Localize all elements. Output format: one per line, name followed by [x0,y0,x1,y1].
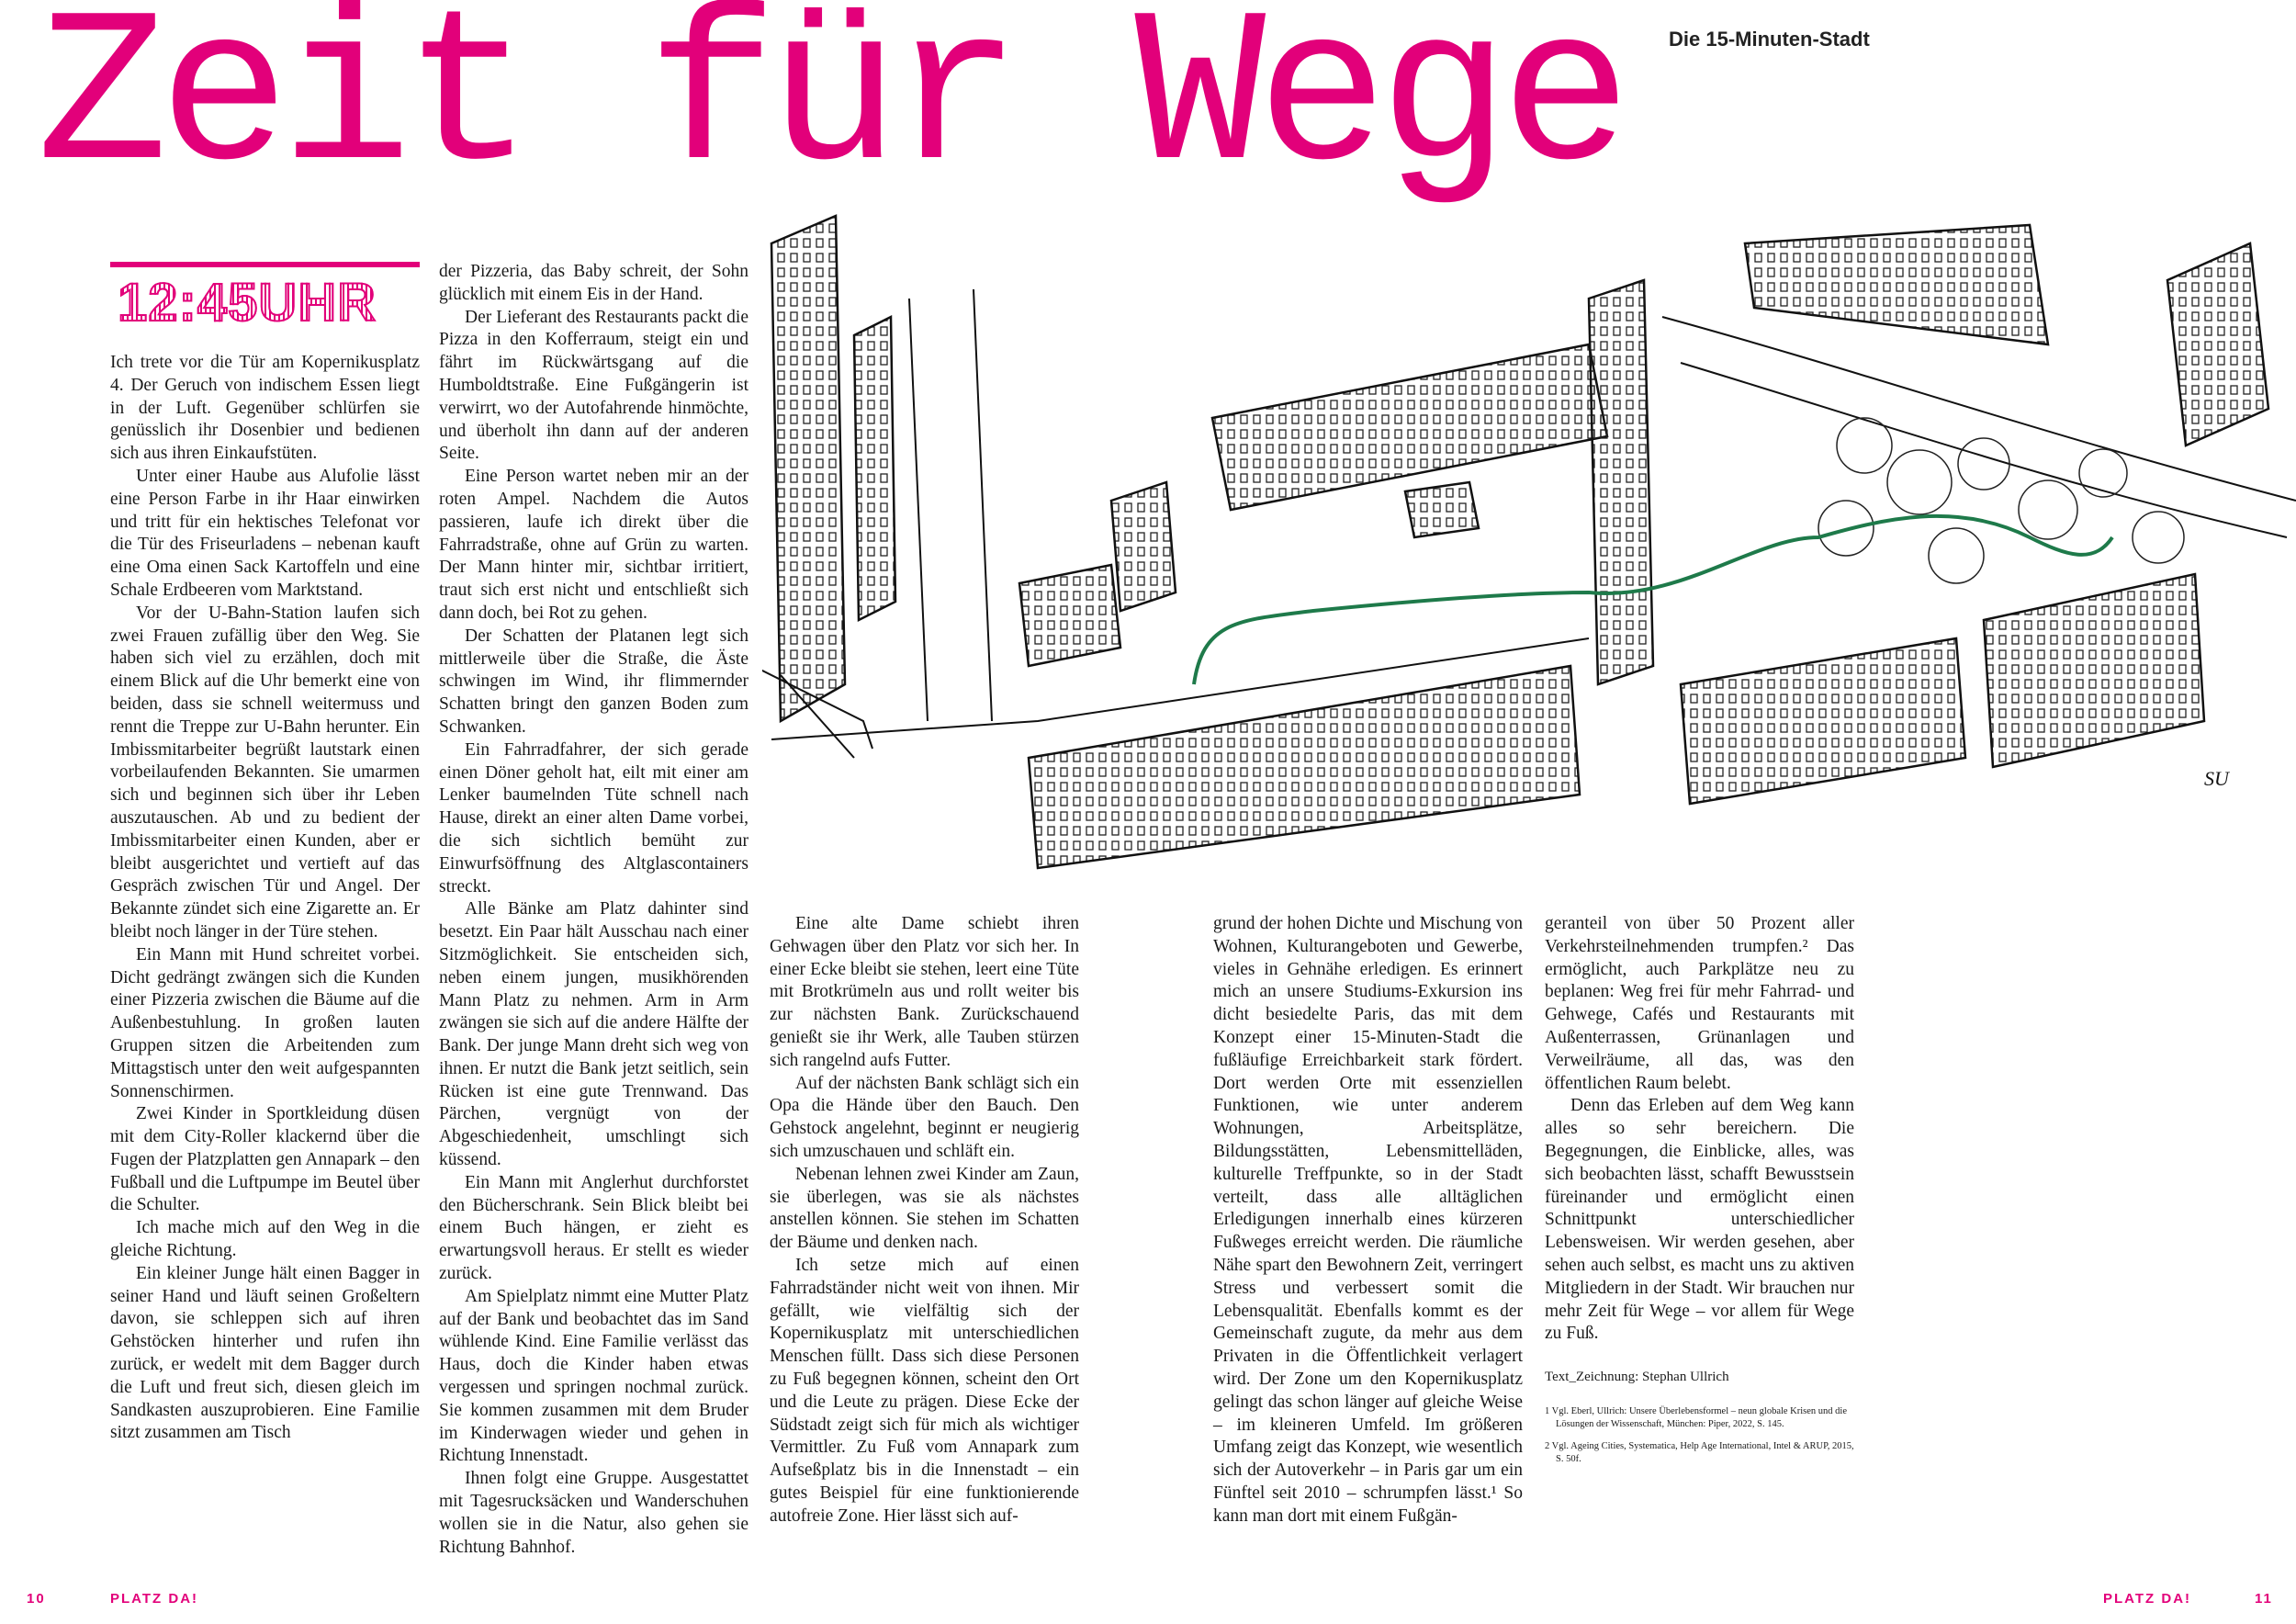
paragraph: Nebenan lehnen zwei Kinder am Zaun, sie überlegen, was sie als nächstes anstellen können. Sie stehen im Schatten der Bäume und denken nach. [770,1164,1079,1253]
paragraph: Zwei Kinder in Sportkleidung düsen mit dem City-Roller klackernd über die Fugen der Platzplatten gen Annapark – den Fußball und die Luftpumpe im Beutel über die Schulter. [110,1104,420,1215]
headline: Zeit für Wege [37,0,1623,223]
paragraph: Ich trete vor die Tür am Kopernikusplatz 4. Der Geruch von indischem Essen liegt in der Luft. Gegenüber schlürfen sie genüsslich ihr Dosenbier und bedienen sich aus ihren Einkaufstüten. [110,353,420,464]
paragraph: der Pizzeria, das Baby schreit, der Sohn glücklich mit einem Eis in der Hand. [439,262,748,304]
author-credit: Text_Zeichnung: Stephan Ullrich [1545,1370,1729,1385]
paragraph: Auf der nächsten Bank schlägt sich ein Opa die Hände über den Bauch. Den Gehstock angelehnt, beginnt er neugierig sich umzuschauen und schläft ein. [770,1073,1079,1161]
paragraph: Eine alte Dame schiebt ihren Gehwagen über den Platz vor sich her. In einer Ecke bleibt sie stehen, leert eine Tüte mit Brotkrümeln aus und rollt weiter bis zur nächsten Bank. Zurückschauend genießt sie ihr Werk, alle Tauben stürzen sich rangelnd aufs Futter. [770,914,1079,1070]
paragraph: Vor der U-Bahn-Station laufen sich zwei Frauen zufällig über den Weg. Sie haben sich viel zu erzählen, doch mit einem Blick auf die Uhr bemerkt eine von beiden, dass sie schnell weitermuss und rennt die Treppe zur U-Bahn herunter. Ein Imbissmitarbeiter begrüßt lautstark einen vorbeilaufenden Bekannten. Sie umarmen sich und beginnen sich über ihr Leben auszutauschen. Ab und zu bedient der Imbissmitarbeiter einen Kunden, aber er bleibt ausgerichtet und vertieft auf das Gespräch zwischen Tür und Angel. Der Bekannte zündet sich eine Zigarette an. Er bleibt noch länger in der Türe stehen. [110,603,420,942]
paragraph: Ein Mann mit Hund schreitet vorbei. Dicht gedrängt zwängen sich die Kunden einer Pizzeria zwischen die Bäume auf die Außenbestuhlung. In großen lauten Gruppen sitzen die Arbeitenden zum Mittagstisch unter den weit aufgespannten Sonnenschirmen. [110,944,420,1101]
paragraph: Ihnen folgt eine Gruppe. Ausgestattet mit Tagesrucksäcken und Wanderschuhen wollen sie in die Natur, also gehen sie Richtung Bahnhof. [439,1469,748,1557]
building-block-center [1212,280,1653,684]
paragraph: geranteil von über 50 Prozent aller Verkehrsteilnehmenden trumpfen.² Das ermöglicht, auch Parkplätze neu zu beplanen: Weg frei für mehr Fahrrad- und Gehwege, Cafés und Restaurants mit Außenterrassen, Grünanlagen und Verweilräume, all das, was den öffentlichen Raum belebt. [1545,914,1854,1093]
magazine-label-left: PLATZ DA! [110,1591,199,1607]
time-heading: 12:45UHR [118,273,377,333]
page-number-right: 11 [2255,1591,2273,1607]
text-column-4 [1213,913,1523,1528]
paragraph: Eine Person wartet neben mir an der roten Ampel. Nachdem die Autos passieren, laufe ich direkt über die Fahrradstraße, ohne auf Grün zu warten. Der Mann hinter mir, sichtbar irritiert, traut sich erst nicht und entschließt sich dann doch, bei Rot zu gehen. [439,467,748,623]
page-number-left: 10 [27,1591,46,1607]
paragraph: Am Spielplatz nimmt eine Mutter Platz auf der Bank und beobachtet das im Sand wühlende Kind. Eine Familie verlässt das Haus, doch die Kinder haben etwas vergessen und springen nochmal zurück. Sie kommen zusammen mit dem Bruder im Kinderwagen wieder und gehen in Richtung Innenstadt. [439,1286,748,1466]
paragraph: Ein Mann mit Anglerhut durchforstet den Bücherschrank. Sein Blick bleibt bei einem Buch hängen, er zieht es erwartungsvoll heraus. Er stellt es wieder zurück. [439,1172,748,1284]
paragraph: Ein Fahrradfahrer, der sich gerade einen Döner geholt hat, eilt mit einer am Lenker baumelnden Tüte schnell nach Hause, direkt an einer alten Dame vorbei, die sich sichtlich bemüht zur Einwurfsöffnung des Altglascontainers streckt. [439,739,748,897]
footnote-2: 2 Vgl. Ageing Cities, Systematica, Help Age International, Intel & ARUP, 2015, S. 50f. [1545,1440,1854,1464]
footnote-1: 1 Vgl. Eberl, Ullrich: Unsere Überlebensformel – neun globale Krisen und die Lösungen der Wissenschaft, München: Piper, 2022, S. 145. [1545,1405,1848,1429]
magazine-label-right: PLATZ DA! [2103,1591,2192,1607]
paragraph: Ich mache mich auf den Weg in die gleiche Richtung. [110,1218,420,1261]
section-kicker: Die 15-Minuten-Stadt [1669,28,1870,51]
building-block-top-right [1745,225,2268,445]
text-column-5 [1545,913,1854,1466]
paragraph: grund der hohen Dichte und Mischung von Wohnen, Kulturangeboten und Gewerbe, vieles in Gehnähe erledigen. Es erinnert mich an unsere Studiums-Exkursion ins dicht besiedelte Paris, das mit dem Konzept einer 15-Minuten-Stadt die fußläufige Erreichbarkeit stark fördert. Dort werden Orte mit essenziellen Funktionen, wie unter anderem Wohnungen, Arbeitsplätze, Bildungsstätten, Lebensmittelläden, kulturelle Treffpunkte, so in der Stadt verteilt, dass alle alltäglichen Erledigungen innerhalb eines kürzeren Fußweges erreicht werden. Die räumliche Nähe spart den Bewohnern Zeit, verringert Stress und verbessert somit die Lebensqualität. Ebenfalls kommt es der Gemeinschaft zugute, da mehr aus dem Privaten in die Öffentlichkeit verlagert wird. Der Zone um den Kopernikusplatz gelingt das schon länger auf gleiche Weise – im kleineren Umfeld. Im größeren Umfang zeigt das Konzept, wie wesentlich sich der Autoverkehr – in Paris gar um ein Fünftel seit 2010 – schrumpfen lässt.¹ So kann man dort mit einem Fußgän- [1213,914,1523,1526]
paragraph: Alle Bänke am Platz dahinter sind besetzt. Ein Paar hält Ausschau nach einer Sitzmöglichkeit. Sie entscheiden sich, neben einem jungen, musikhörenden Mann Platz zu nehmen. Arm in Arm zwängen sie sich auf die andere Hälfte der Bank. Der junge Mann dreht sich weg von ihnen. Er nutzt die Bank jetzt seitlich, sein Rücken ist eine gute Trennwand. Das Pärchen, vergnügt von der Abgeschiedenheit, umschlingt sich küssend. [439,899,748,1170]
trees [1818,418,2184,583]
paragraph: Unter einer Haube aus Alufolie lässt eine Person Farbe in ihr Haar einwirken und tritt für ein hektisches Telefonat vor die Tür des Friseurladens – nebenan kauft eine Oma einen Sack Kartoffeln und eine Schale Erdbeeren vom Marktstand. [110,466,420,600]
paragraph: Ich setze mich auf einen Fahrradständer nicht weit von ihnen. Mir gefällt, wie vielfältig sich der Kopernikusplatz mit unterschiedlichen Menschen füllt. Dass sich diese Personen zu Fuß begegnen können, scheint den Ort und die Leute zu prägen. Diese Ecke der Südstadt zeigt sich für mich als wichtiger Vermittler. Zu Fuß vom Annapark zum Aufseßplatz bis in die Innenstadt – ein gutes Beispiel für eine funktionierende autofreie Zone. Hier lässt sich auf- [770,1255,1079,1526]
paragraph: Der Lieferant des Restaurants packt die Pizza in den Kofferraum, steigt ein und fährt im Rückwärtsgang auf die Humboldtstraße. Eine Fußgängerin ist verwirrt, wo der Autofahrende hinmöchte, und überholt ihn dann auf der anderen Seite. [439,307,748,464]
text-column-2 [439,261,748,1559]
text-column-1 [110,352,420,1445]
city-sketch-illustration [762,207,2296,896]
paragraph: Ein kleiner Junge hält einen Bagger in seiner Hand und läuft seinen Großeltern davon, sie schleppen sich auf ihren Gehstöcken hinterher und rufen ihn zurück, er wedelt mit dem Bagger durch die Luft und freut sich, diesen gleich im Sandkasten auszuprobieren. Eine Familie sitzt zusammen am Tisch [110,1263,420,1443]
artist-signature: SU [2204,767,2229,790]
heading-rule [110,262,420,267]
paragraph: Der Schatten der Platanen legt sich mittlerweile über die Straße, die Äste schwingen im Wind, ihr flimmernder Schatten bringt den ganzen Boden zum Schwanken. [439,626,748,737]
paragraph: Denn das Erleben auf dem Weg kann alles so sehr bereichern. Die Begegnungen, die Einblicke, alles, was sich beobachten lässt, schafft Bewusstsein füreinander und ermöglicht einen Schnittpunkt unterschiedlicher Lebensweisen. Wir werden gesehen, aber sehen auch selbst, es macht uns zu aktiven Mitgliedern in der Stadt. Wir brauchen nur mehr Zeit für Wege – vor allem für Wege zu Fuß. [1545,1096,1854,1344]
text-column-3 [770,913,1079,1528]
